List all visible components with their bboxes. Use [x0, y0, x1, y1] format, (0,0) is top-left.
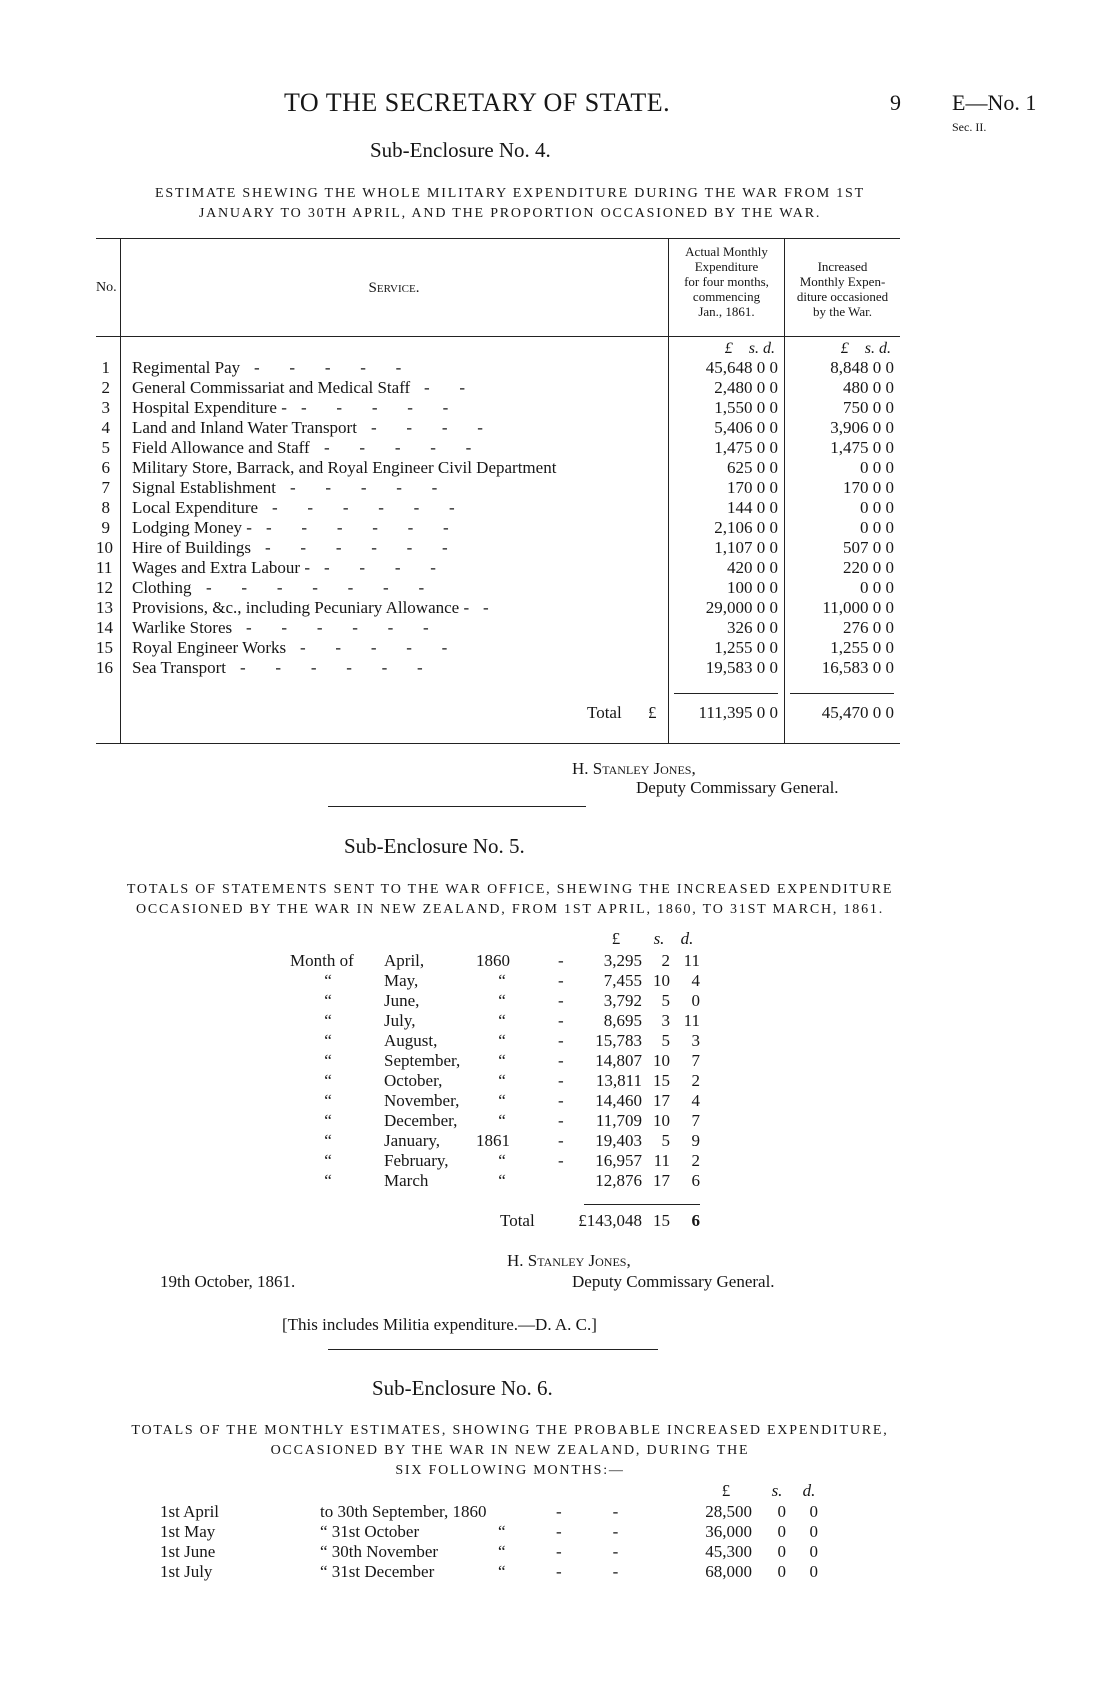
amount-shillings: 17: [653, 1091, 670, 1110]
ditto-mark: “: [498, 1562, 506, 1581]
unit-pence: d.: [680, 929, 694, 948]
header-line: commencing: [692, 289, 761, 304]
amount-shillings: 0: [777, 1522, 786, 1541]
amount-pounds: 45,300: [705, 1542, 752, 1561]
leader-dash: -: [558, 1011, 564, 1030]
row-number: 3: [101, 398, 110, 417]
leader-dash: -: [558, 1111, 564, 1130]
caption-line: ESTIMATE SHEWING THE WHOLE MILITARY EXPENDITURE DURING THE WAR FROM 1ST: [155, 186, 865, 201]
leader-dashes: - -: [424, 378, 466, 397]
month-name: January,: [384, 1131, 441, 1150]
amount-pounds: 36,000: [705, 1522, 752, 1541]
leader-dash: -: [558, 1071, 564, 1090]
ditto-mark: “: [324, 1091, 332, 1110]
table-bottom-rule: [96, 743, 900, 744]
amount-shillings: 11: [653, 1151, 670, 1170]
column-header-actual: [669, 244, 784, 319]
period-end: “ 31st October: [320, 1522, 420, 1541]
amount-pence: 0: [809, 1522, 818, 1541]
amount-pence: 0: [809, 1562, 818, 1581]
leader-dashes: - -: [556, 1522, 619, 1541]
table-row: [0, 1171, 1114, 1191]
increased-amount: 0 0 0: [860, 518, 894, 537]
increased-amount: 0 0 0: [860, 578, 894, 597]
caption-line: TOTALS OF THE MONTHLY ESTIMATES, SHOWING THE PROBABLE INCREASED EXPENDITURE,: [131, 1423, 889, 1438]
total-shillings: 15: [653, 1211, 670, 1230]
actual-amount: 144 0 0: [727, 498, 778, 517]
table-row: [0, 498, 1114, 518]
service-name: Lodging Money -: [132, 518, 252, 537]
service-name: Local Expenditure: [132, 498, 259, 517]
sum-rule: [584, 1204, 700, 1205]
amount-shillings: 5: [661, 1131, 670, 1150]
table-row: [0, 1131, 1114, 1151]
row-number: 2: [101, 378, 110, 397]
sum-rule: [790, 693, 894, 694]
section-divider: [328, 1349, 658, 1350]
leader-dash: -: [558, 1091, 564, 1110]
year: 1861: [476, 1131, 510, 1150]
amount-pence: 0: [691, 991, 700, 1010]
actual-amount: 19,583 0 0: [705, 658, 778, 677]
table-row: [0, 478, 1114, 498]
amount-pounds: 3,295: [603, 951, 642, 970]
leader-dashes: - - - - - -: [240, 658, 423, 677]
amount-shillings: 0: [777, 1542, 786, 1561]
table-row: [0, 618, 1114, 638]
total-actual: 111,395 0 0: [698, 703, 778, 722]
increased-amount: 480 0 0: [843, 378, 894, 397]
ditto-mark: “: [324, 1051, 332, 1070]
row-number: 15: [96, 638, 113, 657]
row-number: 8: [101, 498, 110, 517]
service-name: Sea Transport: [132, 658, 226, 677]
actual-amount: 5,406 0 0: [714, 418, 778, 437]
table-row: [0, 398, 1114, 418]
row-number: 7: [101, 478, 110, 497]
period-end: to 30th September, 1860: [320, 1502, 487, 1521]
row-number: 5: [101, 438, 110, 457]
month-name: May,: [384, 971, 419, 990]
table-row: [0, 638, 1114, 658]
total-pence: 6: [691, 1211, 700, 1230]
period-start: 1st June: [160, 1542, 216, 1561]
period-start: 1st July: [160, 1562, 213, 1581]
service-name: Clothing: [132, 578, 192, 597]
leader-dashes: - - - - -: [324, 438, 472, 457]
amount-shillings: 2: [661, 951, 670, 970]
actual-amount: 2,480 0 0: [714, 378, 778, 397]
header-line: Expenditure: [694, 259, 759, 274]
leader-dash: -: [558, 1031, 564, 1050]
leader-dashes: - - - - - -: [266, 518, 449, 537]
leader-dashes: - - - - -: [254, 358, 402, 377]
actual-amount: 2,106 0 0: [714, 518, 778, 537]
leader-dash: -: [558, 1131, 564, 1150]
amount-shillings: 5: [661, 991, 670, 1010]
service-name: Signal Establishment: [132, 478, 277, 497]
footnote: [This includes Militia expenditure.—D. A. C.]: [282, 1315, 597, 1334]
header-line: Monthly Expen-: [799, 274, 886, 289]
ditto-mark: “: [498, 1031, 506, 1050]
ditto-mark: “: [498, 1051, 506, 1070]
month-name: December,: [384, 1111, 458, 1130]
month-name: February,: [384, 1151, 449, 1170]
leader-dashes: - - - - -: [290, 478, 438, 497]
unit-pounds: £: [611, 929, 621, 948]
sub-enclosure-5-caption: [100, 880, 920, 920]
amount-pounds: 68,000: [705, 1562, 752, 1581]
table-row: [0, 458, 1114, 478]
table-row: [0, 658, 1114, 678]
actual-amount: 420 0 0: [727, 558, 778, 577]
year: 1860: [476, 951, 510, 970]
row-number: 13: [96, 598, 113, 617]
leader-dash: -: [558, 1051, 564, 1070]
header-line: Increased: [817, 259, 868, 274]
table-row: [0, 1011, 1114, 1031]
table-top-rule: [96, 238, 900, 239]
ditto-mark: “: [324, 971, 332, 990]
table-row: [0, 1071, 1114, 1091]
row-number: 1: [101, 358, 110, 377]
table-row: [0, 418, 1114, 438]
actual-amount: 100 0 0: [727, 578, 778, 597]
amount-pounds: 7,455: [603, 971, 642, 990]
table-row: [0, 358, 1114, 378]
unit-label-actual: £ s. d.: [724, 340, 775, 357]
increased-amount: 276 0 0: [843, 618, 894, 637]
row-number: 4: [101, 418, 110, 437]
leader-dash: -: [558, 971, 564, 990]
header-line: diture occasioned: [796, 289, 889, 304]
amount-pounds: 11,709: [595, 1111, 642, 1130]
sub-enclosure-6-heading: Sub-Enclosure No. 6.: [372, 1376, 553, 1400]
signature-name: H. Stanley Jones,: [507, 1251, 631, 1270]
header-line: Actual Monthly: [685, 244, 768, 259]
total-label: Total: [500, 1211, 535, 1230]
leader-dashes: - - - - -: [301, 398, 449, 417]
page-title: TO THE SECRETARY OF STATE.: [284, 88, 671, 117]
service-name: Hire of Buildings: [132, 538, 251, 557]
row-number: 9: [101, 518, 110, 537]
month-name: September,: [384, 1051, 461, 1070]
amount-pence: 7: [691, 1111, 700, 1130]
increased-amount: 11,000 0 0: [822, 598, 894, 617]
increased-amount: 3,906 0 0: [830, 418, 894, 437]
amount-shillings: 0: [777, 1502, 786, 1521]
leader-dashes: - - - - - -: [265, 538, 448, 557]
actual-amount: 29,000 0 0: [705, 598, 778, 617]
amount-pounds: 14,807: [595, 1051, 642, 1070]
table-row: [0, 558, 1114, 578]
table-row: [0, 971, 1114, 991]
table-row: [0, 438, 1114, 458]
amount-shillings: 5: [661, 1031, 670, 1050]
column-header-increased: [785, 259, 900, 319]
service-name: Provisions, &c., including Pecuniary Allowance -: [132, 598, 470, 617]
month-name: June,: [384, 991, 420, 1010]
sub-enclosure-4-heading: Sub-Enclosure No. 4.: [370, 138, 551, 162]
amount-pence: 11: [683, 951, 700, 970]
month-name: March: [384, 1171, 429, 1190]
amount-pence: 6: [691, 1171, 700, 1190]
unit-pence: d.: [802, 1481, 816, 1500]
total-label: Total: [587, 703, 622, 722]
service-name: Wages and Extra Labour -: [132, 558, 311, 577]
ditto-mark: “: [324, 1071, 332, 1090]
leader-dash: -: [558, 991, 564, 1010]
amount-shillings: 10: [653, 971, 670, 990]
month-name: July,: [384, 1011, 416, 1030]
month-name: October,: [384, 1071, 443, 1090]
amount-pounds: 14,460: [595, 1091, 642, 1110]
sub-enclosure-5-heading: Sub-Enclosure No. 5.: [344, 834, 525, 858]
actual-amount: 326 0 0: [727, 618, 778, 637]
amount-pence: 4: [691, 1091, 700, 1110]
actual-amount: 1,107 0 0: [714, 538, 778, 557]
leader-dashes: - -: [556, 1562, 619, 1581]
unit-label-increased: £ s. d.: [840, 340, 891, 357]
increased-amount: 220 0 0: [843, 558, 894, 577]
header-line: for four months,: [684, 274, 769, 289]
total-increased: 45,470 0 0: [821, 703, 894, 722]
ditto-mark: “: [324, 991, 332, 1010]
actual-amount: 170 0 0: [727, 478, 778, 497]
header-rule-service: [120, 336, 668, 337]
amount-pence: 3: [691, 1031, 700, 1050]
increased-amount: 507 0 0: [843, 538, 894, 557]
caption-line: OCCASIONED BY THE WAR IN NEW ZEALAND, DURING THE: [270, 1443, 750, 1458]
ditto-mark: “: [498, 1522, 506, 1541]
header-rule-no: [96, 336, 120, 337]
amount-pounds: 3,792: [603, 991, 642, 1010]
leader-dashes: - - - - - -: [246, 618, 429, 637]
page-number: 9: [890, 90, 901, 115]
amount-shillings: 10: [653, 1051, 670, 1070]
ditto-mark: “: [498, 1542, 506, 1561]
caption-line: OCCASIONED BY THE WAR IN NEW ZEALAND, FROM 1ST APRIL, 1860, TO 31ST MARCH, 1861.: [136, 902, 884, 917]
sub-enclosure-4-caption: [130, 184, 890, 224]
service-name: General Commissariat and Medical Staff: [132, 378, 411, 397]
increased-amount: 0 0 0: [860, 458, 894, 477]
leader-dashes: - -: [556, 1502, 619, 1521]
row-number: 11: [96, 558, 113, 577]
table-row: [0, 598, 1114, 618]
amount-pounds: 19,403: [595, 1131, 642, 1150]
row-number: 14: [96, 618, 113, 637]
row-number: 10: [96, 538, 113, 557]
signature-title: Deputy Commissary General.: [572, 1272, 775, 1291]
table-row: [0, 1031, 1114, 1051]
caption-line: TOTALS OF STATEMENTS SENT TO THE WAR OFFICE, SHEWING THE INCREASED EXPENDITURE: [126, 882, 894, 897]
ditto-mark: “: [498, 1011, 506, 1030]
row-number: 16: [96, 658, 113, 677]
increased-amount: 1,255 0 0: [830, 638, 894, 657]
ditto-mark: “: [498, 991, 506, 1010]
increased-amount: 1,475 0 0: [830, 438, 894, 457]
ditto-mark: “: [498, 971, 506, 990]
actual-amount: 625 0 0: [727, 458, 778, 477]
document-date: 19th October, 1861.: [160, 1272, 296, 1291]
service-name: Land and Inland Water Transport: [132, 418, 357, 437]
amount-shillings: 0: [777, 1562, 786, 1581]
ditto-mark: “: [498, 1091, 506, 1110]
signature-title: Deputy Commissary General.: [636, 778, 839, 797]
row-number: 6: [101, 458, 110, 477]
table-row: [0, 538, 1114, 558]
column-header-no: No.: [96, 280, 117, 295]
service-name: Warlike Stores: [132, 618, 233, 637]
ditto-mark: “: [324, 1171, 332, 1190]
amount-pounds: 13,811: [595, 1071, 642, 1090]
table-row: [0, 518, 1114, 538]
leader-dashes: - - - - -: [300, 638, 448, 657]
leader-dashes: - - - - - -: [272, 498, 455, 517]
service-name: Regimental Pay: [132, 358, 241, 377]
ditto-mark: “: [324, 1031, 332, 1050]
table-row: [0, 1051, 1114, 1071]
leader-dash: -: [558, 1151, 564, 1170]
increased-amount: 0 0 0: [860, 498, 894, 517]
ditto-mark: “: [324, 1151, 332, 1170]
month-name: November,: [384, 1091, 460, 1110]
ditto-mark: “: [324, 1011, 332, 1030]
period-end: “ 31st December: [320, 1562, 435, 1581]
total-currency: £: [648, 703, 657, 722]
ditto-mark: “: [498, 1071, 506, 1090]
leader-dashes: - - - - - - -: [206, 578, 425, 597]
actual-amount: 1,475 0 0: [714, 438, 778, 457]
table-row: [0, 1151, 1114, 1171]
ditto-mark: “: [498, 1111, 506, 1130]
amount-pounds: 16,957: [595, 1151, 642, 1170]
table-row: [0, 1111, 1114, 1131]
service-name: Field Allowance and Staff: [132, 438, 310, 457]
header-line: Jan., 1861.: [698, 304, 755, 319]
ditto-mark: “: [498, 1171, 506, 1190]
caption-line: JANUARY TO 30TH APRIL, AND THE PROPORTION OCCASIONED BY THE WAR.: [198, 206, 822, 221]
unit-shillings: s.: [653, 929, 665, 948]
leader-dashes: - - - -: [324, 558, 436, 577]
sum-rule: [674, 693, 778, 694]
caption-line: SIX FOLLOWING MONTHS:—: [395, 1463, 625, 1478]
amount-shillings: 10: [653, 1111, 670, 1130]
leader-dash: -: [558, 951, 564, 970]
ditto-mark: “: [498, 1151, 506, 1170]
amount-pence: 4: [691, 971, 700, 990]
period-start: 1st May: [160, 1522, 216, 1541]
service-name: Royal Engineer Works: [132, 638, 287, 657]
amount-pence: 11: [683, 1011, 700, 1030]
sub-enclosure-6-caption: [100, 1421, 920, 1481]
service-name: Hospital Expenditure -: [132, 398, 287, 417]
amount-pence: 7: [691, 1051, 700, 1070]
table-row: [0, 991, 1114, 1011]
increased-amount: 16,583 0 0: [821, 658, 894, 677]
increased-amount: 8,848 0 0: [830, 358, 894, 377]
table-row: [0, 1091, 1114, 1111]
actual-amount: 1,255 0 0: [714, 638, 778, 657]
table-row: [0, 378, 1114, 398]
section-divider: [328, 806, 586, 807]
period-start: 1st April: [160, 1502, 220, 1521]
increased-amount: 750 0 0: [843, 398, 894, 417]
amount-pounds: 28,500: [705, 1502, 752, 1521]
table-row: [0, 578, 1114, 598]
unit-shillings: s.: [771, 1481, 783, 1500]
header-line: by the War.: [812, 304, 872, 319]
ditto-mark: “: [324, 1131, 332, 1150]
unit-pounds: £: [721, 1481, 731, 1500]
amount-shillings: 15: [653, 1071, 670, 1090]
table-row: [0, 1522, 1114, 1542]
amount-shillings: 17: [653, 1171, 670, 1190]
ditto-mark: “: [324, 1111, 332, 1130]
actual-amount: 1,550 0 0: [714, 398, 778, 417]
leader-dashes: - -: [556, 1542, 619, 1561]
leader-dashes: - - - -: [371, 418, 483, 437]
table-row: [0, 1562, 1114, 1582]
column-header-service: Service.: [368, 280, 420, 296]
total-pounds: £143,048: [578, 1211, 642, 1230]
increased-amount: 170 0 0: [843, 478, 894, 497]
amount-pence: 2: [691, 1151, 700, 1170]
amount-pounds: 15,783: [595, 1031, 642, 1050]
table-row: [0, 1502, 1114, 1522]
amount-shillings: 3: [661, 1011, 670, 1030]
table-row: [0, 1542, 1114, 1562]
month-name: April,: [384, 951, 425, 970]
amount-pence: 9: [691, 1131, 700, 1150]
actual-amount: 45,648 0 0: [705, 358, 778, 377]
amount-pounds: 8,695: [603, 1011, 642, 1030]
amount-pence: 2: [691, 1071, 700, 1090]
month-prefix: Month of: [290, 951, 354, 970]
service-name: Military Store, Barrack, and Royal Engineer Civil Department: [132, 458, 557, 477]
leader-dashes: -: [483, 598, 489, 617]
period-end: “ 30th November: [320, 1542, 439, 1561]
amount-pence: 0: [809, 1542, 818, 1561]
row-number: 12: [96, 578, 113, 597]
series-label: E—No. 1: [952, 90, 1037, 115]
signature-name: H. Stanley Jones,: [572, 759, 696, 778]
section-label: Sec. II.: [952, 120, 987, 134]
month-name: August,: [384, 1031, 438, 1050]
amount-pounds: 12,876: [595, 1171, 642, 1190]
table-row: [0, 951, 1114, 971]
amount-pence: 0: [809, 1502, 818, 1521]
